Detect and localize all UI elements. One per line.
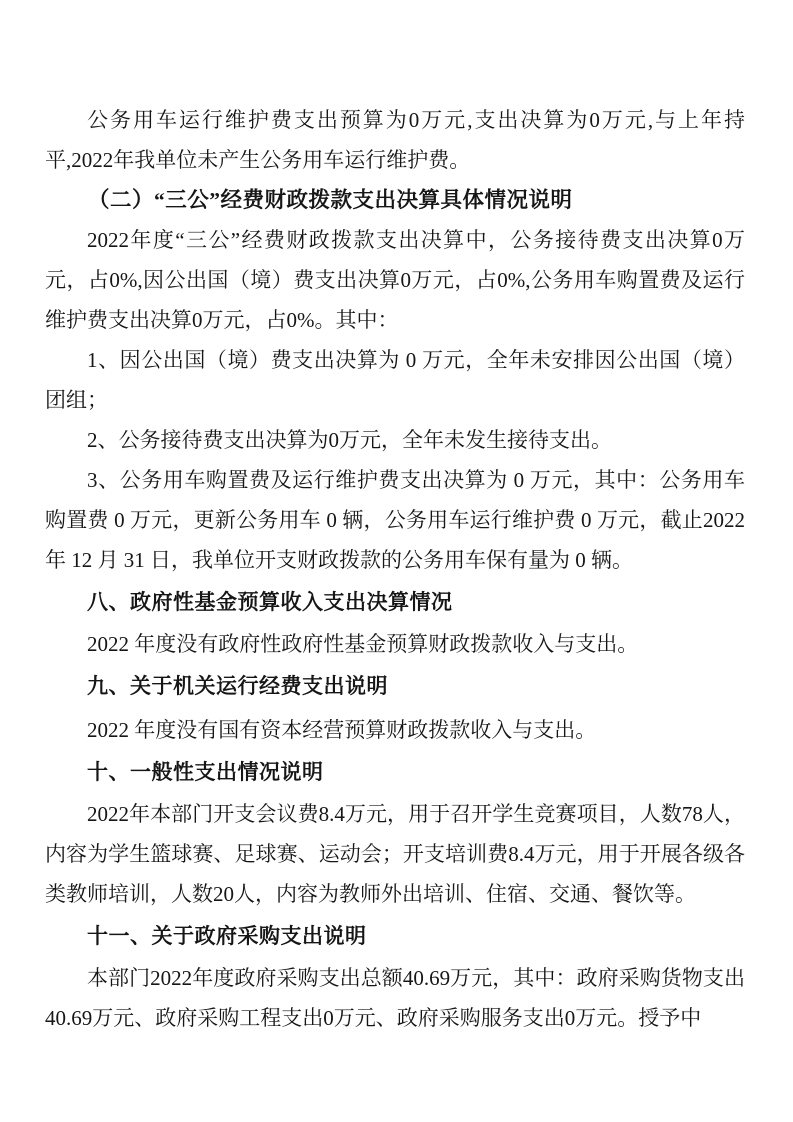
section-heading-9-agency-operating-expense: 九、关于机关运行经费支出说明 bbox=[87, 675, 388, 698]
list-item-overseas-trips: 1、因公出国（境）费支出决算为 0 万元，全年未安排因公出国（境）团组； bbox=[45, 348, 745, 412]
paragraph-government-fund-none: 2022 年度没有政府性政府性基金预算财政拨款收入与支出。 bbox=[87, 632, 639, 656]
paragraph-meeting-and-training-expense: 2022年本部门开支会议费8.4万元，用于召开学生竞赛项目，人数78人，内容为学生篮球赛、足球赛、运动会；开支培训费8.4万元，用于开展各级各类教师培训，人数20人，内容为教师外出培训、住宿、交通、餐饮等。 bbox=[45, 802, 745, 906]
paragraph-vehicle-maintenance-budget: 公务用车运行维护费支出预算为0万元,支出决算为0万元,与上年持平,2022年我单位未产生公务用车运行维护费。 bbox=[45, 108, 745, 172]
list-item-official-reception: 2、公务接待费支出决算为0万元，全年未发生接待支出。 bbox=[87, 428, 612, 452]
section-heading-8-government-fund-budget: 八、政府性基金预算收入支出决算情况 bbox=[87, 591, 453, 614]
paragraph-state-capital-none: 2022 年度没有国有资本经营预算财政拨款收入与支出。 bbox=[87, 718, 597, 742]
list-item-vehicle-purchase-maintenance: 3、公务用车购置费及运行维护费支出决算为 0 万元，其中：公务用车购置费 0 万元，更新公务用车 0 辆，公务用车运行维护费 0 万元，截止2022年 12 月 31 日，我单位开支财政拨款的公务用车保有量为 0 辆。 bbox=[45, 468, 745, 572]
section-heading-11-government-procurement: 十一、关于政府采购支出说明 bbox=[87, 925, 367, 948]
paragraph-government-procurement-totals: 本部门2022年度政府采购支出总额40.69万元，其中：政府采购货物支出40.69万元、政府采购工程支出0万元、政府采购服务支出0万元。授予中 bbox=[45, 966, 745, 1030]
paragraph-three-public-expense-summary: 2022年度“三公”经费财政拨款支出决算中，公务接待费支出决算0万元，占0%,因公出国（境）费支出决算0万元，占0%,公务用车购置费及运行维护费支出决算0万元，占0%。其中： bbox=[45, 228, 745, 332]
subsection-heading-three-public-expense-details: （二）“三公”经费财政拨款支出决算具体情况说明 bbox=[88, 188, 573, 212]
section-heading-10-general-expenditure: 十、一般性支出情况说明 bbox=[87, 761, 324, 784]
